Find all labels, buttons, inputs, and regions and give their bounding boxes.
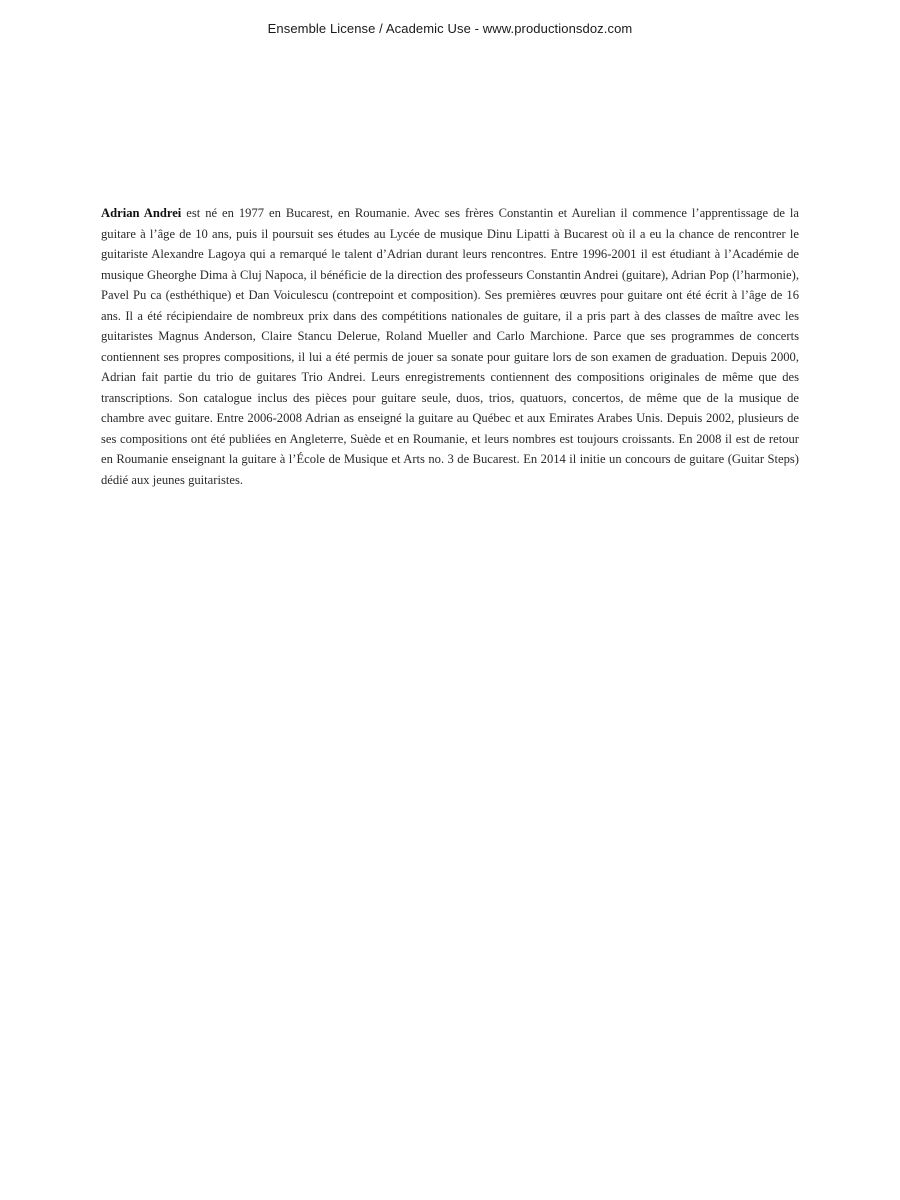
biography-name: Adrian Andrei [101, 206, 182, 220]
biography-paragraph [101, 203, 799, 490]
biography-text: est né en 1977 en Bucarest, en Roumanie. Avec ses frères Constantin et Aurelian il commence l’apprentissage de la guitare à l’âge de 10 ans, puis il poursuit ses études au Lycée de musique Dinu Lipatti à Bucarest où il a eu la chance de rencontrer le guitariste Alexandre Lagoya qui a remarqué le talent d’Adrian durant leurs rencontres. Entre 1996-2001 il est étudiant à l’Académie de musique Gheorghe Dima à Cluj Napoca, il bénéficie de la direction des professeurs Constantin Andrei (guitare), Adrian Pop (l’harmonie), Pavel Pu ca (esthéthique) et Dan Voiculescu (contrepoint et composition). Ses premières œuvres pour guitare ont été écrit à l’âge de 16 ans. Il a été récipiendaire de nombreux prix dans des compétitions nationales de guitare, il a pris part à des classes de maître avec les guitaristes Magnus Anderson, Claire Stancu Delerue, Roland Mueller and Carlo Marchione. Parce que ses programmes de concerts contiennent ses propres compositions, il lui a été permis de jouer sa sonate pour guitare lors de son examen de graduation. Depuis 2000, Adrian fait partie du trio de guitares Trio Andrei. Leurs enregistrements contiennent des compositions originales de même que des transcriptions. Son catalogue inclus des pièces pour guitare seule, duos, trios, quatuors, concertos, de même que de la musique de chambre avec guitare. Entre 2006-2008 Adrian as enseigné la guitare au Québec et aux Emirates Arabes Unis. Depuis 2002, plusieurs de ses compositions ont été publiées en Angleterre, Suède et en Roumanie, et leurs nombres est toujours croissants. En 2008 il est de retour en Roumanie enseignant la guitare à l’École de Musique et Arts no. 3 de Bucarest. En 2014 il initie un concours de guitare (Guitar Steps) dédié aux jeunes guitaristes. [101, 206, 800, 487]
license-header: Ensemble License / Academic Use - www.productionsdoz.com [267, 21, 633, 36]
